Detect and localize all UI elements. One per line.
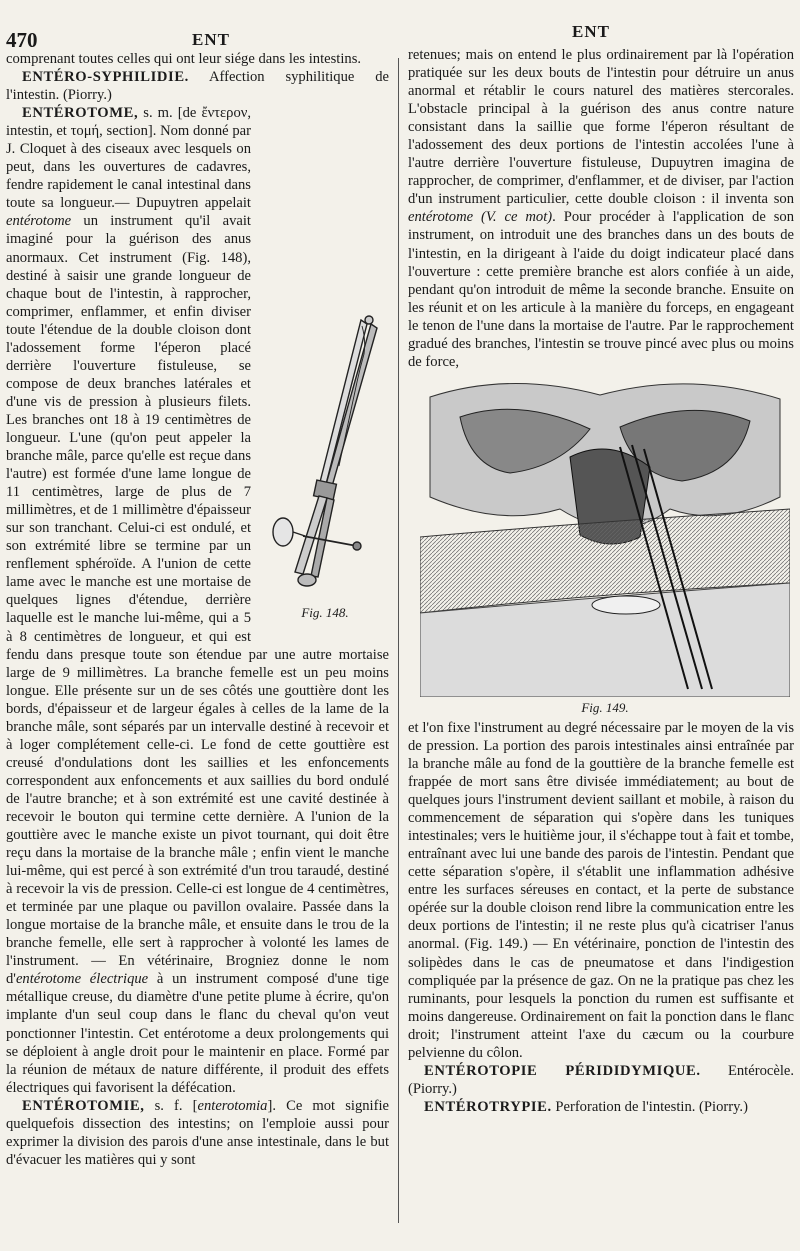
figure-148	[261, 310, 389, 628]
surgery-illustration	[420, 377, 790, 697]
running-head-left: ENT	[192, 30, 230, 49]
entry-enterotome: ENTÉROTOME, s. m. [de ἔντερον, intestin, et τομή, section]. Nom donné par J. Cloquet à des ciseaux avec lesquels on peut, dans les ouvertures de cadavres, fendre rapidement le canal intestinal dans toute sa longueur.— Dupuytren appelait entérotome un instrument qu'il avait imaginé pour la guérison des anus anormaux. Cet instrument (Fig. 148), destiné à saisir une grande longueur de chaque bout de l'intestin, à rapprocher, comprimer, enflammer, et enfin diviser toute l'étendue de la double cloison dont l'adossement forme l'éperon placé derrière l'ouverture fistuleuse, se compose de deux branches latérales et d'une vis de pression à plusieurs filets. Les branches ont 18 à 19 centimètres de longueur. L'une (qu'on peut appeler la branche mâle, parce qu'elle est reçue dans l'autre) est formée d'une lame longue de 11 centimètres, large de plus de 7 millimètres, et de 1 millimètre d'épaisseur sur son tranchant. Celui-ci est ondulé, et son extrémité libre se termine par un renflement sphéroïde. A l'union de cette lame avec le manche est une mortaise de quelques lignes d'étendue, derrière laquelle est le manche lui-même, qui a 5 à 8 centimètres de longueur, et qui est fendu dans presque toute son étendue par une autre mortaise large de 9 millimètres. La branche femelle est un peu moins longue. Elle présente sur un de ses côtés une gouttière dont les bords, d'épaisseur et de largeur égales à celles de la lame de la branche mâle, sont séparés par un intervalle destiné à recevoir et à loger complétement celle-ci. Le fond de cette gouttière est creusé d'ondulations dont les saillies et les enfoncements correspondent aux enfoncements et aux saillies du bord ondulé de l'autre branche; et à son extrémité est une cavité destinée à recevoir le bouton qui termine cette dernière. A l'union de la gouttière avec le manche existe un pivot tournant, qui doit être reçu dans la mortaise de la branche mâle ; enfin vient le manche lui-même, qui est percé à son extrémité d'un trou taraudé, destiné à recevoir la vis de pression. Celle-ci est longue de 4 centimètres, et terminée par une plaque ou pavillon ovalaire. Passée dans la longue mortaise de la branche mâle, et ensuite dans le trou de la branche femelle, elle sert à rapprocher à volonté les lames de l'instrument. — En vétérinaire, Brogniez donne le nom d'entérotome électrique à un instrument composé d'une tige métallique creuse, du diamètre d'une petite plume à écrire, qu'on implante d'un seul coup dans le flanc du cheval qu'on veut ponctionner l'intestin. Cet entérotome a deux prolongements qui se déploient à angle droit pour le maintenir en place. Formé par la réunion de métaux de nature différente, il produit des effets électriques qui favorisent la défécation.	[6, 105, 389, 1096]
entry-headword: ENTÉROTRYPIE.	[424, 1098, 552, 1115]
entry-headword: ENTÉROTOPIE PÉRIDIDYMIQUE.	[424, 1062, 701, 1079]
figure-caption: Fig. 148.	[301, 605, 349, 621]
column-divider	[398, 58, 399, 1223]
figure-149	[420, 377, 790, 717]
continued-paragraph: comprenant toutes celles qui ont leur siége dans les intestins.	[6, 51, 362, 67]
continued-paragraph: et l'on fixe l'instrument au degré nécessaire par le moyen de la vis de pression. La portion des parois intestinales ainsi entraînée par la branche mâle au fond de la gouttière de la branche femelle est frappée de mort sans être divisée immédiatement; au bout de quelques jours l'instrument devient saillant et mobile, à raison du commencement de séparation qui s'opère dans les tuniques intestinales; vers le huitième jour, il s'échappe tout à fait et tombe, entraînant avec lui une bande des parois de l'intestin. Pendant que cette séparation s'opère, il s'établit une inflammation adhésive entre les surfaces séreuses en contact, et la perte de substance opérée sur la double cloison rend libre la communication entre les deux portions de l'intestin; il ne reste plus qu'à cicatriser l'anus anormal. (Fig. 149.) — En vétérinaire, ponction de l'intestin des solipèdes dans le cas de pneumatose et dans l'indigestion compliquée par la présence de gaz. On ne la pratique pas chez les ruminants, pour lesquels la ponction du rumen est suffisante et moins dangereuse. Ordinairement on fait la ponction dans le flanc droit; l'instrument atteint l'axe du cæcum ou la courbure pelvienne du côlon.	[408, 719, 794, 1061]
running-head-right: ENT	[572, 22, 610, 41]
entry-enterotomie: ENTÉROTOMIE, s. f. [enterotomia]. Ce mot signifie quelquefois dissection des intestins; on l'emploie aussi pour exprimer la division des parois d'une anse intestinale, dans le but d'évacuer les matières qui y sont	[6, 1097, 389, 1168]
entry-enterotopie: ENTÉROTOPIE PÉRIDIDYMIQUE. Entérocèle. (Piorry.)	[408, 1062, 795, 1097]
entry-headword: ENTÉRO-SYPHILIDIE.	[22, 69, 189, 86]
right-column	[408, 46, 794, 1116]
figure-caption: Fig. 149.	[581, 699, 629, 715]
entry-headword: ENTÉROTOME,	[22, 105, 139, 122]
entry-headword: ENTÉROTOMIE,	[22, 1097, 145, 1114]
entry-enterotrypie: ENTÉROTRYPIE. Perforation de l'intestin. (Piorry.)	[424, 1098, 748, 1115]
enterotome-illustration	[265, 310, 385, 602]
page-number: 470	[6, 28, 38, 52]
entry-entero-syphilidie: ENTÉRO-SYPHILIDIE. Affection syphilitique de l'intestin. (Piorry.)	[6, 69, 389, 104]
continued-paragraph: retenues; mais on entend le plus ordinairement par là l'opération pratiquée sur les deux bouts de l'intestin pour détruire un anus anormal et rétablir le cours naturel des matières stercorales. L'obstacle principal à la guérison des anus contre nature consistant dans la saillie que forme l'éperon résultant de l'adossement des deux portions de l'intestin accolées l'une à l'autre derrière l'ouverture fistuleuse, Dupuytren imagina de rapprocher, de comprimer, d'enflammer, et de diviser, par l'action d'un instrument particulier, cette double cloison : il inventa son entérotome (V. ce mot). Pour procéder à l'application de son instrument, on introduit une des branches dans un des bouts de l'intestin, en la dirigeant à l'aide du doigt indicateur placé dans l'ouverture : cette première branche est alors confiée à un aide, pendant qu'on introduit de même la seconde branche. Ensuite on les réunit et on les articule à la manière du forceps, en engageant le tenon de l'une dans la mortaise de l'autre. Par le rapprochement gradué des branches, l'intestin se trouve pincé avec plus ou moins de force,	[408, 47, 794, 370]
left-column	[6, 50, 389, 1169]
